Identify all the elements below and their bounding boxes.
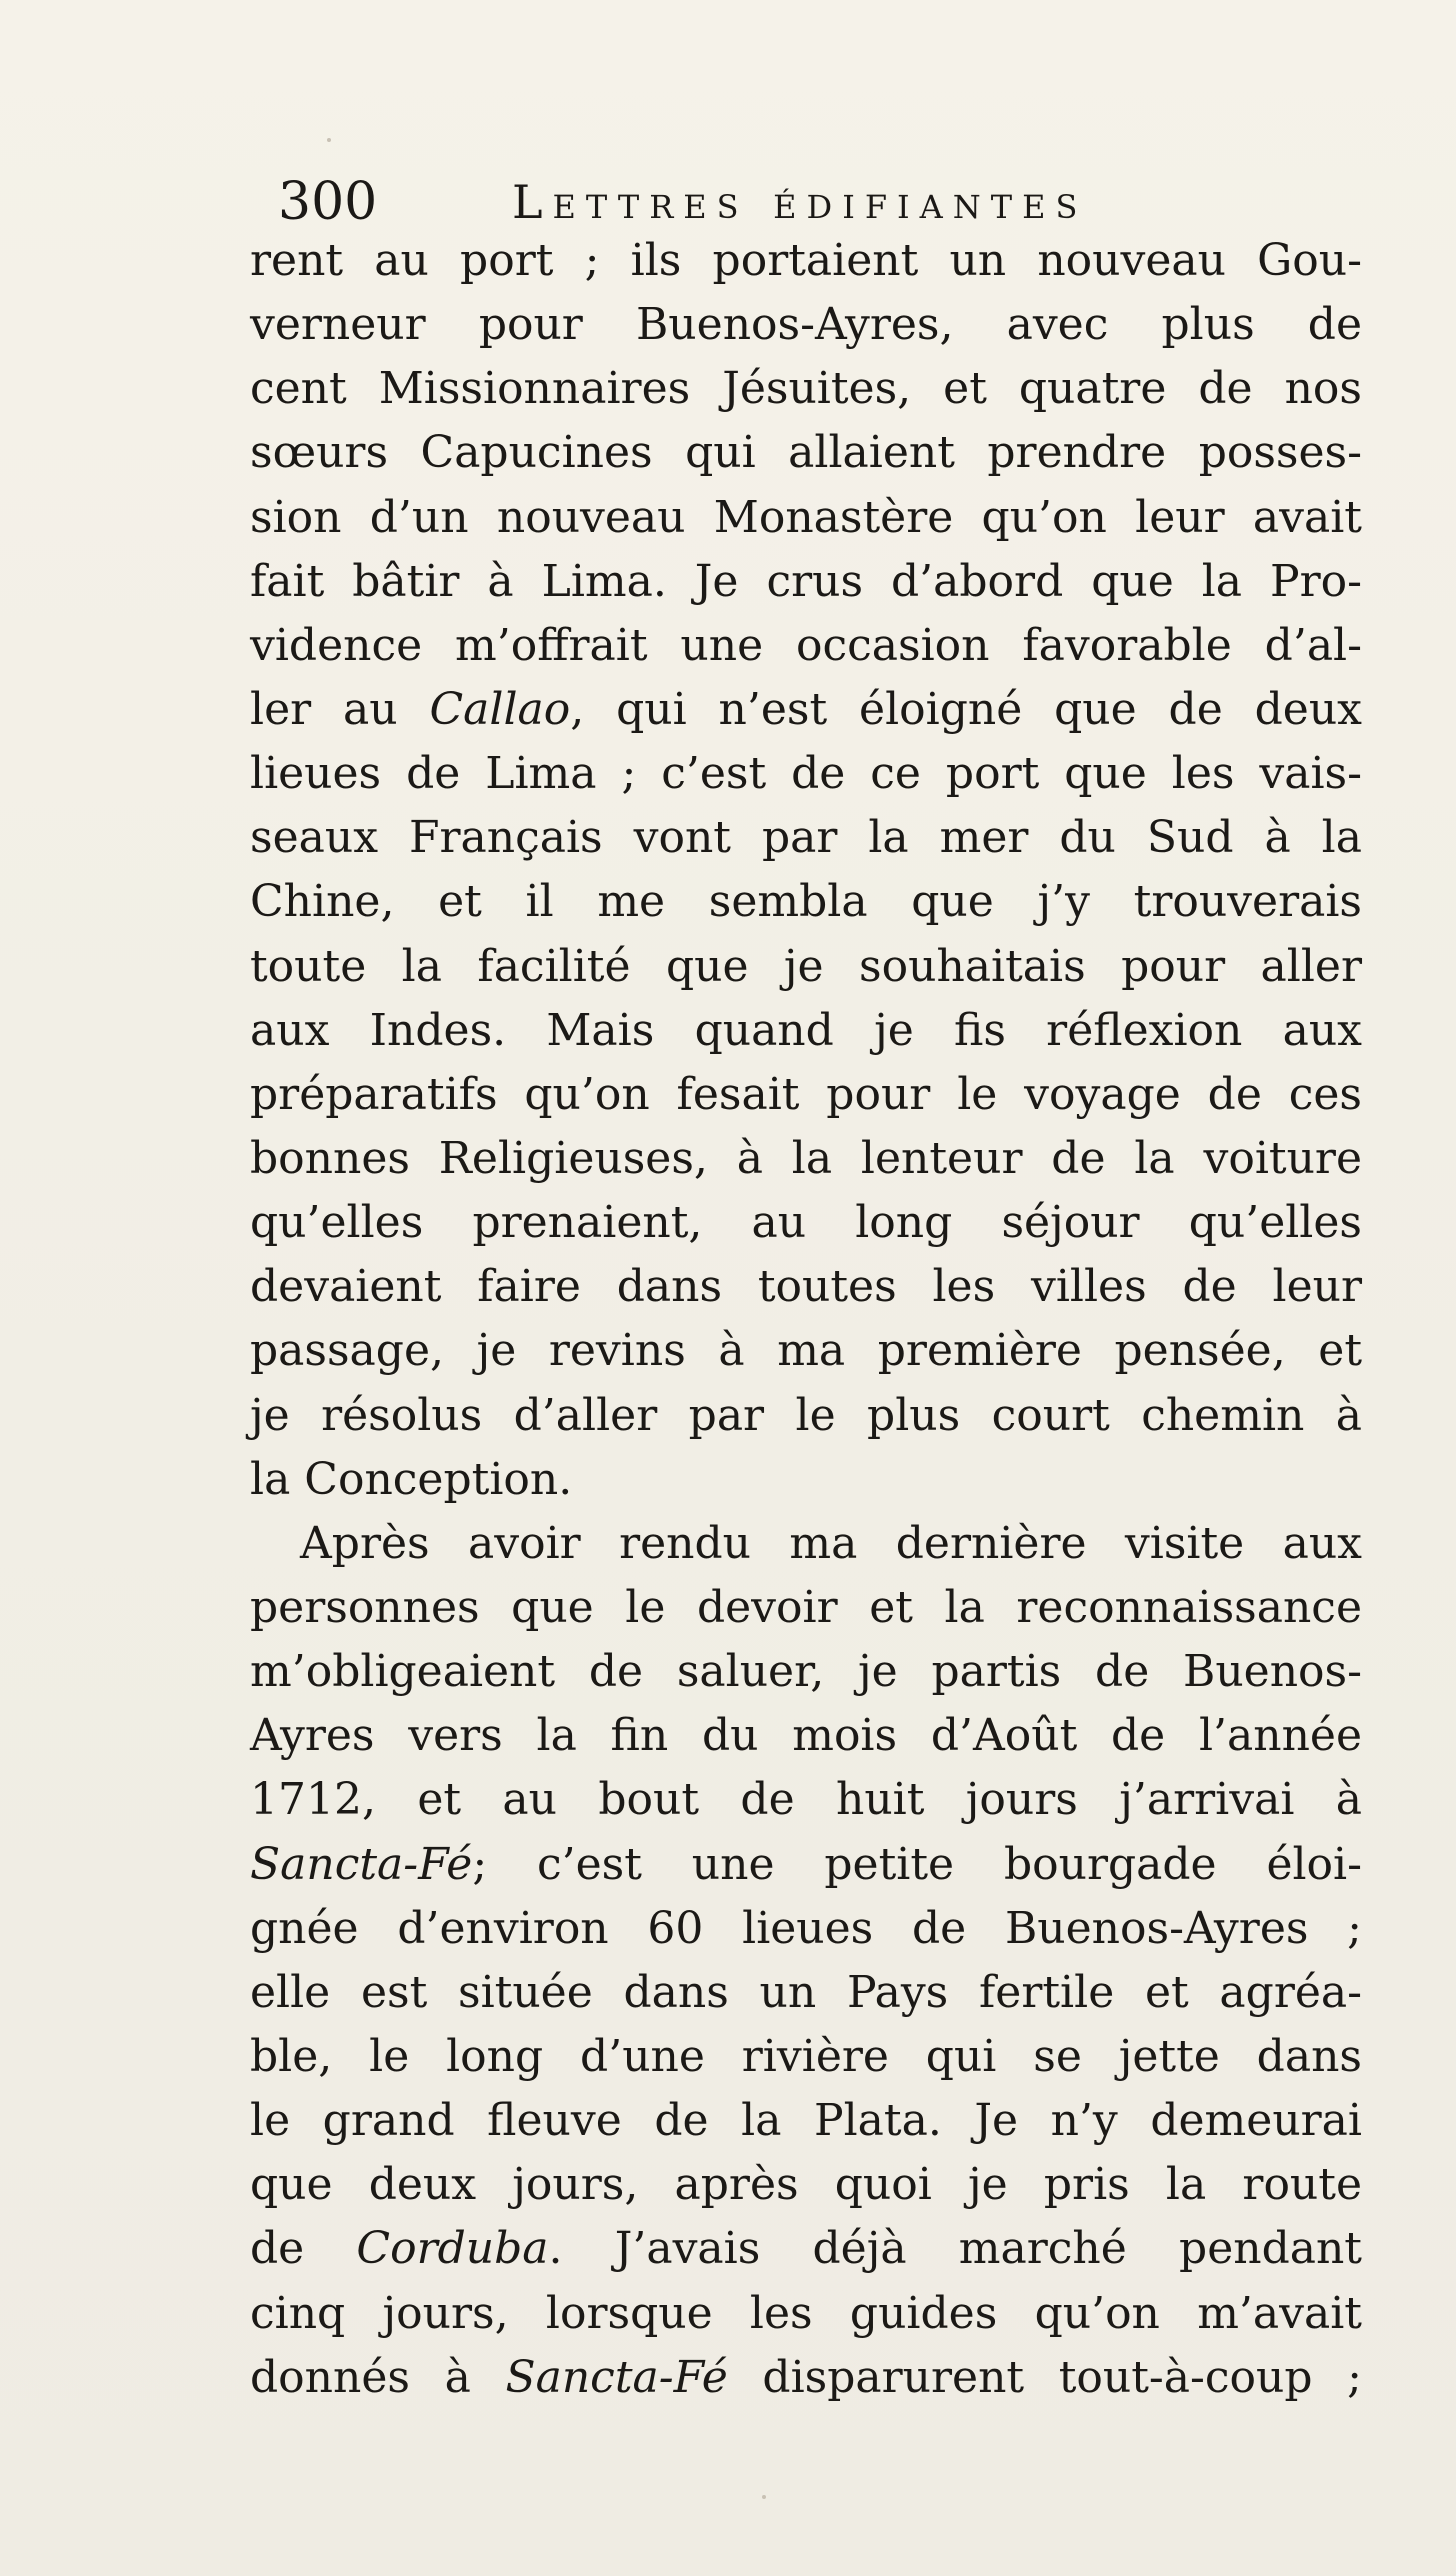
text-line: Ayres vers la fin du mois d’Août de l’année xyxy=(250,1710,1362,1762)
text-line: devaient faire dans toutes les villes de leur xyxy=(250,1261,1362,1313)
text-line: m’obligeaient de saluer, je partis de Buenos- xyxy=(250,1646,1362,1698)
text-line: gnée d’environ 60 lieues de Buenos-Ayres ; xyxy=(250,1902,1362,1954)
paper-speck xyxy=(327,138,331,142)
text-line: cent Missionnaires Jésuites, et quatre de nos xyxy=(250,363,1362,415)
text-line: vidence m’offrait une occasion favorable d’al- xyxy=(250,619,1362,671)
text-line: bonnes Religieuses, à la lenteur de la voiture xyxy=(250,1132,1362,1184)
text-line: Chine, et il me sembla que j’y trouverais xyxy=(250,876,1362,928)
text-line: lieues de Lima ; c’est de ce port que les vais- xyxy=(250,748,1362,800)
page-number: 300 xyxy=(278,172,378,232)
text-segment: ; c’est une petite bourgade éloi- xyxy=(472,1838,1362,1890)
text-line: ble, le long d’une rivière qui se jette dans xyxy=(250,2030,1362,2082)
text-line: sœurs Capucines qui allaient prendre posses- xyxy=(250,427,1362,479)
text-line: 1712, et au bout de huit jours j’arrivai à xyxy=(250,1774,1362,1826)
paper-speck xyxy=(762,2495,766,2499)
text-line: seaux Français vont par la mer du Sud à la xyxy=(250,812,1362,864)
text-line: que deux jours, après quoi je pris la route xyxy=(250,2159,1362,2211)
text-line: passage, je revins à ma première pensée, et xyxy=(250,1325,1362,1377)
text-line xyxy=(250,1833,1362,1897)
text-line: préparatifs qu’on fesait pour le voyage de ces xyxy=(250,1068,1362,1120)
italic-place-name: Corduba xyxy=(356,2223,549,2275)
text-line xyxy=(250,2217,1362,2281)
italic-place-name: Sancta-Fé xyxy=(505,2351,728,2403)
text-line: sion d’un nouveau Monastère qu’on leur avait xyxy=(250,491,1362,543)
text-line: je résolus d’aller par le plus court chemin à xyxy=(250,1389,1362,1441)
text-line: personnes que le devoir et la reconnaissance xyxy=(250,1581,1362,1633)
text-line-paragraph-start: Après avoir rendu ma dernière visite aux xyxy=(300,1517,1362,1569)
text-line: qu’elles prenaient, au long séjour qu’elles xyxy=(250,1197,1362,1249)
text-line: elle est située dans un Pays fertile et agréa- xyxy=(250,1966,1362,2018)
text-segment: , qui n’est éloigné que de deux xyxy=(570,683,1362,735)
text-line: rent au port ; ils portaient un nouveau Gou- xyxy=(250,235,1362,286)
text-line: verneur pour Buenos-Ayres, avec plus de xyxy=(250,299,1362,351)
text-line: le grand fleuve de la Plata. Je n’y demeurai xyxy=(250,2095,1362,2147)
text-segment: disparurent tout-à-coup ; xyxy=(727,2351,1362,2403)
text-line xyxy=(250,678,1362,742)
italic-place-name: Sancta-Fé xyxy=(250,1838,473,1890)
text-line: cinq jours, lorsque les guides qu’on m’avait xyxy=(250,2287,1362,2339)
running-title: Lettres édifiantes xyxy=(512,175,1088,229)
text-segment: de xyxy=(250,2223,357,2275)
text-line xyxy=(250,2346,1362,2410)
text-segment: . J’avais déjà marché pendant xyxy=(548,2223,1362,2275)
page-body-text xyxy=(250,229,1362,2410)
text-line: la Conception. xyxy=(250,1453,573,1505)
text-line: aux Indes. Mais quand je fis réflexion aux xyxy=(250,1004,1362,1056)
text-line: fait bâtir à Lima. Je crus d’abord que la Pro- xyxy=(250,555,1362,607)
text-line: toute la facilité que je souhaitais pour aller xyxy=(250,940,1362,992)
text-segment: ler au xyxy=(250,683,430,735)
text-segment: donnés à xyxy=(250,2351,506,2403)
italic-place-name: Callao xyxy=(429,683,571,735)
